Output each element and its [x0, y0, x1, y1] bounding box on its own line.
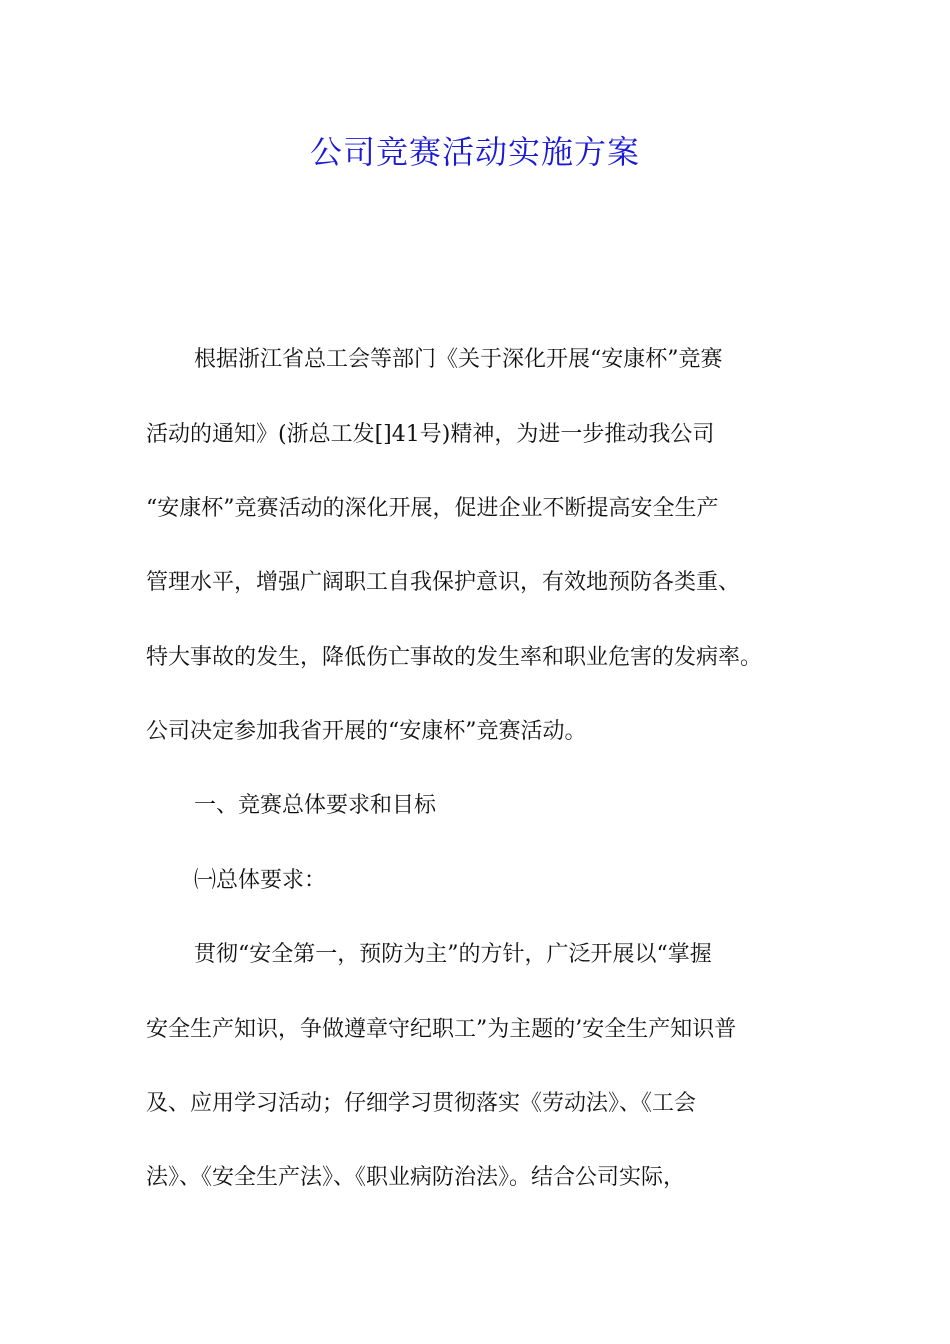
paragraph-line: 贯彻“安全第一，预防为主”的方针，广泛开展以“掌握: [194, 942, 712, 967]
paragraph-line: 管理水平，增强广阔职工自我保护意识，有效地预防各类重、: [146, 570, 741, 595]
paragraph-line: 特大事故的发生，降低伤亡事故的发生率和职业危害的发病率。: [146, 645, 763, 670]
subsection-heading: ㈠总体要求：: [194, 868, 327, 893]
section-heading: 一、竞赛总体要求和目标: [194, 793, 437, 818]
paragraph-line: 法》、《安全生产法》、《职业病防治法》。结合公司实际，: [146, 1165, 686, 1190]
paragraph-line: 公司决定参加我省开展的“安康杯”竞赛活动。: [146, 719, 587, 744]
document-title: 公司竞赛活动实施方案: [309, 133, 640, 171]
paragraph-line: “安康杯”竞赛活动的深化开展，促进企业不断提高安全生产: [146, 496, 719, 521]
paragraph-line: 根据浙江省总工会等部门《关于深化开展“安康杯”竞赛: [194, 347, 723, 372]
paragraph-line: 安全生产知识，争做遵章守纪职工”为主题的’安全生产知识普: [146, 1017, 737, 1042]
paragraph-line: 活动的通知》(浙总工发[]41号)精神，为进一步推动我公司: [146, 422, 715, 447]
paragraph-line: 及、应用学习活动；仔细学习贯彻落实《劳动法》、《工会: [146, 1091, 697, 1116]
